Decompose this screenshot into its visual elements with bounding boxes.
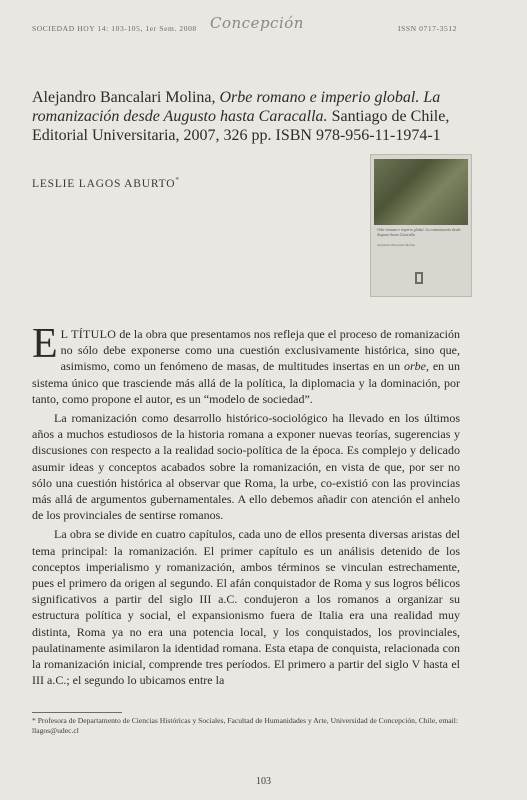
paragraph-1-text-a: de la obra que presentamos nos refleja que el proceso de romanización no sólo debe exponerse como una cuestión exclusivamente histórica, sino que, asimismo, como un fenómeno de masas, de multitudes insertas en un (60, 327, 461, 374)
review-body (32, 321, 461, 691)
drop-cap: E (32, 321, 58, 367)
cover-title: Orbe romano e imperio global. La romanización desde Augusto hasta Caracalla (377, 228, 461, 237)
footnote-marker: * (175, 176, 180, 184)
paragraph-3: La obra se divide en cuatro capítulos, cada uno de ellos presenta diversas aristas del tema principal: la romanización. El primer capítulo es un análisis detenido de los conceptos imperialismo y romanización, ambos términos se vinculan estrechamente, pues el primero da origen al segundo. El afán conquistador de Roma y sus logros bélicos significativos a partir del siglo III a.C. condujeron a los romanos a organizar su estructura política y social, el expansionismo fuera de Italia era una realidad muy distinta, Roma ya no era una potencia local, y los conquistados, los provinciales, paulatinamente asimilaron la identidad romana. Esta etapa de conquista, relacionada con la romanización inicial, comprende tres períodos. El primero a partir del siglo V hasta el III a.C.; el segundo lo ubicamos entre la (32, 527, 460, 688)
paragraph-1-italic: orbe (404, 359, 427, 374)
review-title (32, 88, 480, 145)
reviewer-name (32, 176, 180, 190)
cover-artwork (374, 159, 468, 225)
handwritten-annotation: Concepción (210, 14, 304, 32)
paragraph-1 (32, 321, 461, 407)
publication-details: Santiago de Chile, Editorial Universitaria, 2007, 326 pp. ISBN 978-956-11-1974-1 (32, 108, 450, 144)
journal-header: SOCIEDAD HOY 14: 103-105, 1er Sem. 2008 (32, 24, 197, 33)
paragraph-2: La romanización como desarrollo histórico-sociológico ha llevado en los últimos años a muchos estudiosos de la historia romana a exponer nuevas teorías, sugerencias y discusiones con respecto a la realidad socio-política de la época. Es complejo y delicado asumir ideas y conceptos acabados sobre la romanización, en vista de que, por ser no sólo una cuestión histórica al observar que Roma, la urbe, co-existió con las provincias más allá de argumentos gubernamentales. A ello debemos añadir con atención el anhelo de los provinciales de sentirse romanos. (32, 411, 460, 523)
issn-header: ISSN 0717-3512 (398, 24, 458, 33)
footnote: * Profesora de Departamento de Ciencias Históricas y Sociales, Facultad de Humanidades y Arte, Universidad de Concepción, Chile, email: llagos@udec.cl (32, 716, 458, 735)
cover-author: Alejandro Bancalari Molina (377, 243, 416, 247)
footnote-divider (32, 712, 122, 713)
paragraph-1-text-b: , en un sistema único que trasciende más allá de la política, la diplomacia y la dominación, por tanto, como propone el autor, es un “modelo de sociedad”. (32, 359, 460, 406)
book-author: Alejandro Bancalari Molina, (32, 89, 220, 106)
reviewer-text: LESLIE LAGOS ABURTO (32, 177, 176, 190)
page-number: 103 (256, 776, 271, 787)
opening-smallcaps: L TÍTULO (60, 327, 117, 341)
book-title: Orbe romano e imperio global. La romanización desde Augusto hasta Caracalla. (32, 89, 441, 125)
book-cover-image (370, 154, 472, 297)
publisher-logo-icon (415, 272, 423, 284)
